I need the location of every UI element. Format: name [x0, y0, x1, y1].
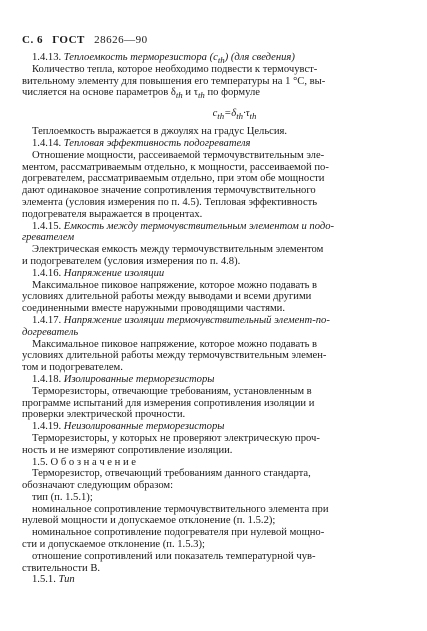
line-text: числяется на основе параметров δ — [22, 87, 176, 99]
subscript: th — [217, 55, 225, 66]
section-heading — [22, 138, 407, 150]
line-text: номинальное сопротивление подогревателя при нулевой мощно- — [32, 527, 325, 539]
text-line — [22, 197, 407, 209]
line-text: гревателем — [22, 232, 75, 244]
line-text: ·τ — [243, 108, 250, 120]
clause-number: 1.4.14. — [32, 137, 62, 149]
line-text: ) (для сведения) — [224, 52, 295, 63]
line-text: отношение сопротивлений или показатель температурной чув- — [32, 550, 316, 562]
formula — [22, 105, 407, 123]
section-heading — [22, 574, 407, 586]
text-line — [22, 480, 407, 492]
section-heading — [22, 457, 407, 469]
line-text: ность и не измеряют сопротивление изоляции. — [22, 444, 233, 456]
clause-number: 1.4.15. — [32, 220, 62, 232]
clause-number: 1.5. — [32, 456, 48, 468]
text-line — [22, 87, 407, 99]
document-body — [22, 52, 407, 586]
text-line — [22, 256, 407, 268]
line-text: и τ — [182, 87, 198, 99]
line-text: Напряжение изоляции — [61, 267, 165, 279]
section-heading — [22, 374, 407, 386]
clause-number: 1.4.16. — [32, 267, 62, 279]
line-text: догревателем, рассматриваемым отдельно, при этом обе мощности — [22, 173, 325, 185]
text-line — [22, 303, 407, 315]
text-line — [22, 162, 407, 174]
line-text: номинальное сопротивление термочувствительного элемента при — [32, 503, 329, 515]
text-line — [22, 350, 407, 362]
clause-number: 1.5.1. — [32, 574, 56, 586]
line-text: элемента (условия измерения по п. 4.5). Тепловая эффективность — [22, 196, 318, 208]
text-line — [22, 173, 407, 185]
line-text: подогревателя выражается в процентах. — [22, 208, 203, 220]
line-text: О б о з н а ч е н и е — [47, 456, 136, 468]
line-text: условиях длительной работы между термочувствительным элемен- — [22, 350, 327, 362]
text-line — [22, 185, 407, 197]
line-text: Максимальное пиковое напряжение, которое можно подавать в — [32, 338, 318, 350]
line-text: =δ — [224, 108, 237, 120]
text-line — [22, 209, 407, 221]
section-heading — [22, 52, 407, 64]
line-text: Терморезисторы, у которых не проверяют электрическую проч- — [32, 432, 320, 444]
subscript: th — [236, 111, 244, 122]
line-text: c — [212, 108, 218, 120]
line-text: Тепловая эффективность подогревателя — [61, 137, 251, 149]
line-text: сти и допускаемое отклонение (п. 1.5.3); — [22, 539, 205, 551]
line-text: и подогревателем (условия измерения по п. 4.8). — [22, 255, 241, 267]
text-line — [22, 445, 407, 457]
text-line — [22, 339, 407, 351]
line-text: ствительности В. — [22, 562, 101, 574]
text-line — [22, 468, 407, 480]
section-heading — [22, 421, 407, 433]
text-line — [22, 232, 407, 244]
text-line — [22, 504, 407, 516]
text-line — [22, 244, 407, 256]
subscript: th — [175, 90, 183, 101]
subscript: th — [249, 111, 257, 122]
standard-label: ГОСТ — [52, 34, 85, 46]
text-line — [22, 327, 407, 339]
section-heading — [22, 268, 407, 280]
page-header — [22, 34, 154, 46]
subscript: th — [197, 90, 205, 101]
line-text: по формуле — [204, 87, 260, 99]
line-text: Емкость между термочувствительным элементом и подо- — [61, 220, 335, 232]
clause-number: 1.4.19. — [32, 421, 62, 433]
text-line — [22, 126, 407, 138]
line-text: соединенными вместе наружными проводящими частями. — [22, 303, 285, 315]
text-line — [22, 291, 407, 303]
text-line — [22, 515, 407, 527]
page-number: С. 6 — [22, 34, 43, 46]
line-text: вительному элементу для повышения его температуры на 1 °С, вы- — [22, 75, 326, 87]
section-heading — [22, 221, 407, 233]
line-text: Неизолированные терморезисторы — [61, 421, 225, 433]
text-line — [22, 539, 407, 551]
line-text: проверки электрической прочности. — [22, 409, 186, 421]
text-line — [22, 527, 407, 539]
text-line — [22, 563, 407, 575]
text-line — [22, 280, 407, 292]
line-text: Количество тепла, которое необходимо подвести к термочувст- — [32, 63, 318, 75]
text-line — [22, 409, 407, 421]
line-text: ментом, рассматриваемым отдельно, к мощности, рассеиваемой по- — [22, 161, 329, 173]
text-line — [22, 76, 407, 88]
clause-number: 1.4.13. — [32, 52, 62, 63]
text-line — [22, 551, 407, 563]
line-text: нулевой мощности и допускаемое отклонение (п. 1.5.2); — [22, 515, 276, 527]
line-text: Терморезисторы, отвечающие требованиям, установленным в — [32, 385, 312, 397]
text-line — [22, 433, 407, 445]
line-text: Теплоемкость терморезистора (c — [61, 52, 218, 63]
line-text: догреватель — [22, 326, 79, 338]
line-text: программе испытаний для измерения сопротивления изоляции и — [22, 397, 315, 409]
text-line — [22, 362, 407, 374]
line-text: условиях длительной работы между выводами и всеми другими — [22, 291, 312, 303]
standard-number: 28626—90 — [94, 34, 148, 46]
section-heading — [22, 315, 407, 327]
clause-number: 1.4.17. — [32, 314, 62, 326]
line-text: Изолированные терморезисторы — [61, 373, 215, 385]
line-text: Максимальное пиковое напряжение, которое можно подавать в — [32, 279, 318, 291]
line-text: Тип — [55, 574, 75, 586]
text-line — [22, 386, 407, 398]
text-line — [22, 150, 407, 162]
text-line — [22, 64, 407, 76]
line-text: обозначают следующим образом: — [22, 480, 174, 492]
line-text: дают одинаковое значение сопротивления термочувствительного — [22, 185, 316, 197]
line-text: тип (п. 1.5.1); — [32, 491, 93, 503]
line-text: Электрическая емкость между термочувствительным элементом — [32, 244, 324, 256]
clause-number: 1.4.18. — [32, 373, 62, 385]
text-line — [22, 398, 407, 410]
subscript: th — [217, 111, 225, 122]
line-text: Отношение мощности, рассеиваемой термочувствительным эле- — [32, 149, 325, 161]
line-text: Теплоемкость выражается в джоулях на градус Цельсия. — [32, 126, 288, 138]
line-text: том и подогревателем. — [22, 362, 123, 374]
line-text: Напряжение изоляции термочувствительный элемент-по- — [61, 314, 330, 326]
line-text: Терморезистор, отвечающий требованиям данного стандарта, — [32, 468, 311, 480]
text-line — [22, 492, 407, 504]
